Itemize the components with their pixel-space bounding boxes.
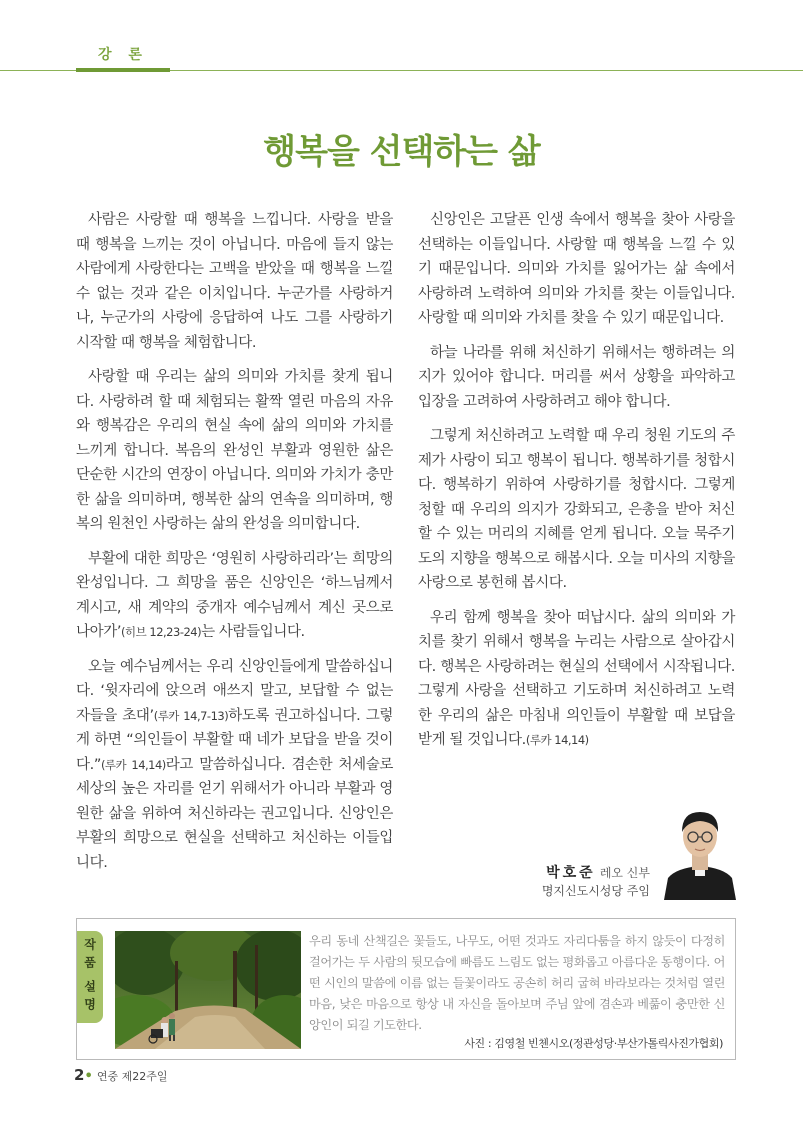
- page-footer: [74, 1066, 168, 1084]
- badge-text: 설명: [82, 980, 97, 1016]
- author-name: 박호준: [546, 865, 596, 881]
- header-accent-bar: [76, 68, 170, 72]
- issue-label: 연중 제22주일: [96, 1070, 168, 1083]
- body-column-left: [76, 208, 393, 885]
- paragraph: 사람은 사랑할 때 행복을 느낍니다. 사랑을 받을 때 행복을 느끼는 것이 아닙니다. 마음에 들지 않는 사람에게 사랑한다는 고백을 받았을 때 행복을 느낄 수 없는 것과 같은 이치입니다. 누군가를 사랑하거나, 누군가의 사랑에 응답하여 나도 그를 사랑하기 시작할 때 행복을 체험합니다.: [76, 212, 393, 351]
- artwork-badge: [77, 931, 103, 1023]
- paragraph: 사랑할 때 우리는 삶의 의미와 가치를 찾게 됩니다. 사랑하려 할 때 체험되는 활짝 열린 마음의 자유와 행복감은 우리의 현실 속에 삶의 의미와 가치를 느끼게 합니다. 복음의 완성인 부활과 영원한 삶은 단순한 시간의 연장이 아닙니다. 의미와 가치가 충만한 삶을 의미하며, 행복한 삶의 연속을 의미하며, 행복의 원천인 사랑하는 삶의 완성을 의미합니다.: [76, 369, 393, 532]
- body-column-right: [418, 208, 735, 763]
- author-byline: [470, 862, 650, 882]
- park-path-photo-icon: [115, 931, 301, 1049]
- paragraph: 부활에 대한 희망은 ‘영원히 사랑하리라’는 희망의 완성입니다. 그 희망을 품은 신앙인은 ‘하느님께서 계시고, 새 계약의 중개자 예수님께서 계신 곳으로 나아가’(히브 12,23-24)는 사람들입니다.: [76, 550, 393, 640]
- priest-portrait-icon: [662, 800, 738, 900]
- page-number: 2: [74, 1066, 85, 1084]
- paragraph: 그렇게 처신하려고 노력할 때 우리 청원 기도의 주제가 사랑이 되고 행복이 됩니다. 행복하기를 청합시다. 행복하기 위하여 사랑하기를 청합시다. 그렇게 청할 때 우리의 의지가 강화되고, 은총을 받아 처신할 수 있는 머리의 지혜를 얻게 됩니다. 오늘 묵주기도의 지향을 행복으로 해봅시다. 오늘 미사의 지향을 사랑으로 봉헌해 봅시다.: [418, 428, 735, 591]
- scripture-reference: (루카 14,14): [100, 757, 166, 772]
- paragraph: 신앙인은 고달픈 인생 속에서 행복을 찾아 사랑을 선택하는 이들입니다. 사랑할 때 행복을 느낄 수 있기 때문입니다. 의미와 가치를 잃어가는 삶 속에서 사랑하려 노력하여 의미와 가치를 찾는 이들입니다. 사랑할 때 의미와 가치를 찾을 수 있기 때문입니다.: [418, 212, 735, 326]
- photo-credit: 사진 : 김영철 빈첸시오(정관성당·부산가톨릭사진가협회): [464, 1037, 723, 1050]
- artwork-description-box: [76, 918, 736, 1060]
- paragraph: 하늘 나라를 위해 처신하기 위해서는 행하려는 의지가 있어야 합니다. 머리를 써서 상황을 파악하고 입장을 고려하여 사랑하려고 해야 합니다.: [418, 344, 735, 410]
- artwork-description: 우리 동네 산책길은 꽃들도, 나무도, 어떤 것과도 자리다툼을 하지 않듯이 다정히 걸어가는 두 사람의 뒷모습에 빠름도 느림도 없는 평화롭고 아름다운 동행이다. 어떤 시인의 말씀에 이름 없는 들꽃이라도 공손히 허리 굽혀 바라보라는 것처럼 열린 마음, 낮은 마음으로 항상 내 자신을 돌아보며 주님 앞에 겸손과 베풂이 충만한 신앙인이 되길 기도한다.: [309, 934, 725, 1032]
- paragraph: 우리 함께 행복을 찾아 떠납시다. 삶의 의미와 가치를 찾기 위해서 행복을 누리는 사람으로 살아갑시다. 행복은 사랑하려는 현실의 선택에서 시작됩니다. 그렇게 사랑을 선택하고 기도하며 처신하려고 노력한 우리의 삶은 마침내 의인들이 부활할 때 보답을 받게 될 것입니다.(루카 14,14): [418, 609, 735, 748]
- author-role: 레오 신부: [599, 866, 650, 880]
- scripture-reference: (루카 14,14): [525, 733, 589, 747]
- badge-text: 작품: [82, 938, 97, 974]
- author-parish: 명지신도시성당 주임: [541, 884, 650, 898]
- section-label: 강 론: [98, 47, 148, 63]
- bullet-icon: •: [84, 1069, 93, 1084]
- scripture-reference: (히브 12,23-24): [121, 625, 202, 639]
- scripture-reference: (루카 14,7-13): [153, 708, 229, 723]
- paragraph: 오늘 예수님께서는 우리 신앙인들에게 말씀하십니다. ‘윗자리에 앉으려 애쓰지 말고, 보답할 수 없는 자들을 초대’(루카 14,7-13)하도록 권고하십니다. 그렇게 하면 “의인들이 부활할 때 네가 보답을 받을 것이다.”(루카 14,14)라고 말씀하십니다. 겸손한 처세술로 세상의 높은 자리를 얻기 위해서가 아니라 부활과 영원한 삶을 위하여 처신하라는 권고입니다. 신앙인은 부활의 희망으로 현실을 선택하고 처신하는 이들입니다.: [76, 658, 393, 871]
- page-title: 행복을 선택하는 삶: [263, 132, 540, 172]
